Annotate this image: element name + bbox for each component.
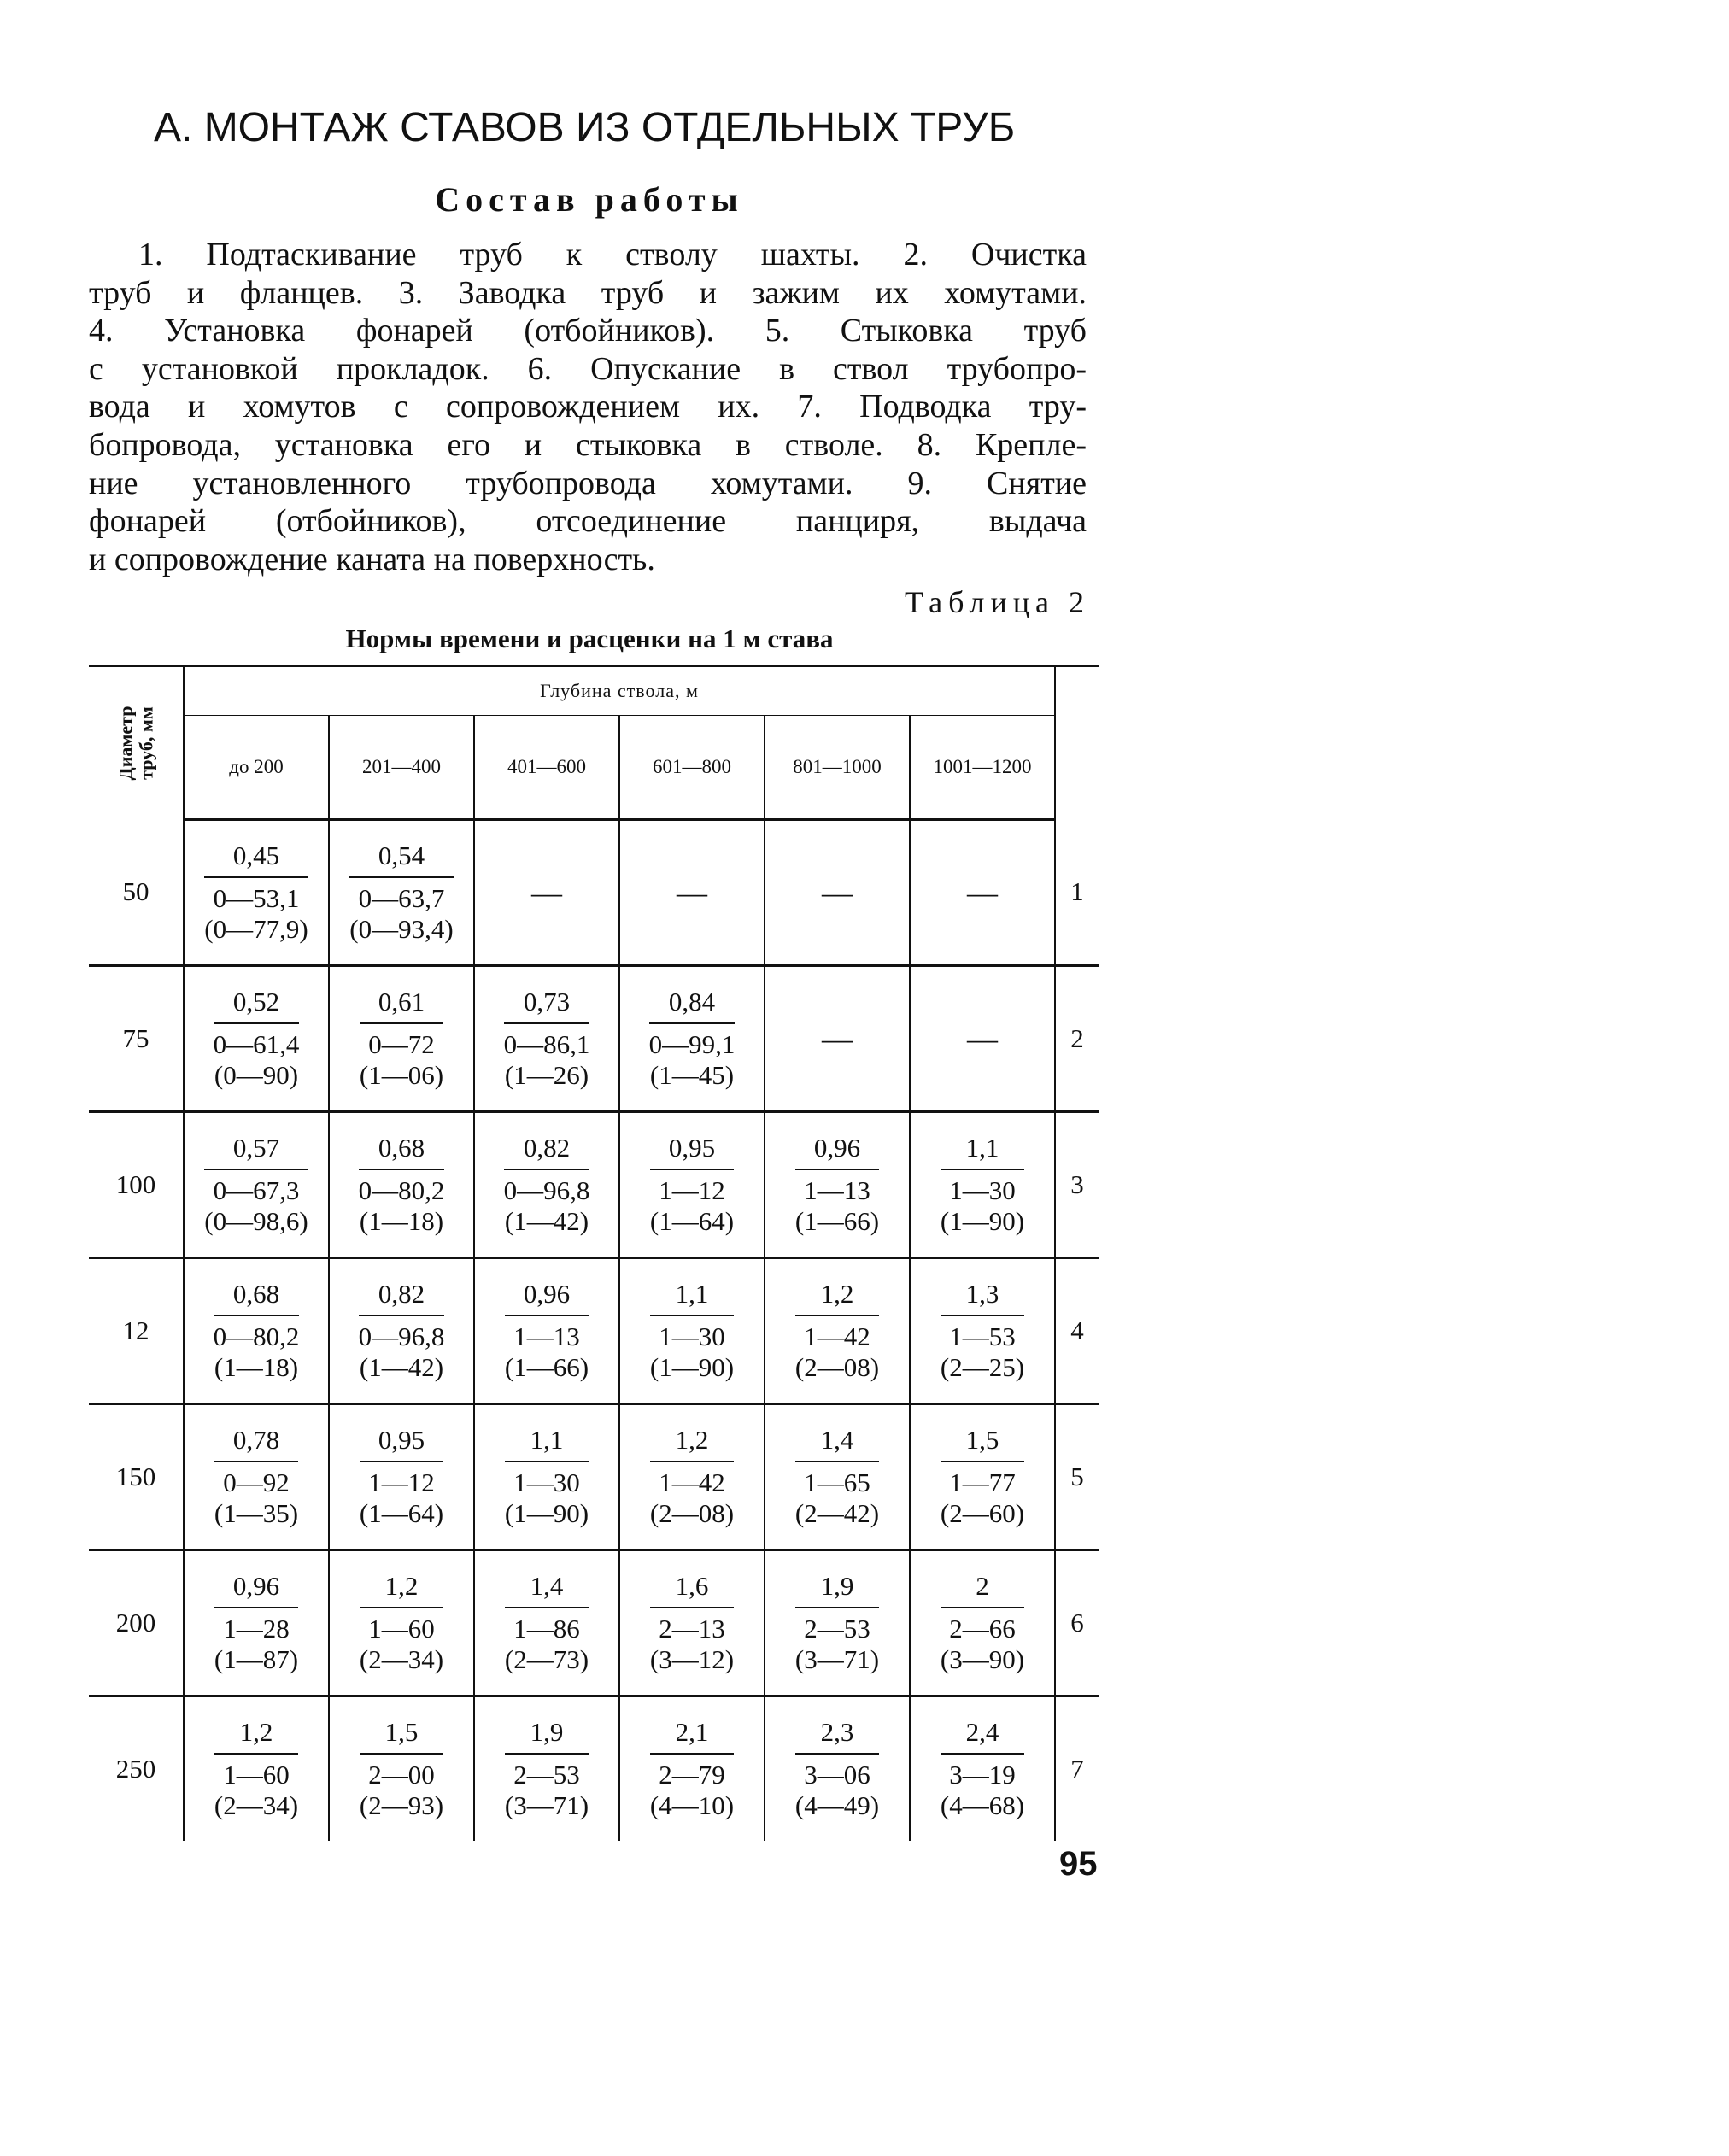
rate-price-alt: (4—68) xyxy=(940,1790,1025,1820)
row-number: 4 xyxy=(1055,1258,1099,1404)
norm-fraction xyxy=(649,987,736,1091)
table-row xyxy=(89,1258,1099,1404)
row-number: 1 xyxy=(1055,820,1099,966)
norm-cell xyxy=(474,1696,619,1842)
empty-dash: — xyxy=(677,876,707,910)
norm-cell xyxy=(184,966,329,1112)
work-heading: Состав работы xyxy=(435,180,744,219)
rate-price: 0—80,2 xyxy=(358,1175,445,1205)
rate-price-alt: (1—64) xyxy=(649,1206,735,1236)
table-row xyxy=(89,1404,1099,1550)
norm-cell xyxy=(765,1112,910,1258)
rate-values xyxy=(360,1024,443,1091)
norm-cell xyxy=(619,1404,765,1550)
time-norm: 1,1 xyxy=(505,1425,589,1462)
rate-values xyxy=(941,1755,1024,1821)
norm-cell xyxy=(184,1112,329,1258)
rate-values xyxy=(505,1462,589,1529)
norm-fraction xyxy=(505,1425,589,1529)
rate-values xyxy=(214,1755,298,1821)
table-label: Таблица 2 xyxy=(905,585,1090,619)
norm-fraction xyxy=(359,1279,445,1383)
depth-column-header: 201—400 xyxy=(329,716,474,820)
rate-values xyxy=(941,1316,1024,1383)
description-line: с установкой прокладок. 6. Опускание в ствол трубопро- xyxy=(89,350,1087,387)
time-norm: 0,78 xyxy=(214,1425,298,1462)
rate-price: 0—86,1 xyxy=(503,1029,590,1059)
norm-fraction xyxy=(214,1425,298,1529)
rate-values xyxy=(795,1170,879,1237)
depth-column-header: 601—800 xyxy=(619,716,765,820)
time-norm: 2,3 xyxy=(795,1717,879,1755)
rate-price: 1—42 xyxy=(659,1468,725,1497)
row-number: 5 xyxy=(1055,1404,1099,1550)
time-norm: 0,95 xyxy=(360,1425,443,1462)
description-line: вода и хомутов с сопровождением их. 7. Подводка тру- xyxy=(89,389,1087,425)
norm-fraction xyxy=(941,1425,1024,1529)
rate-price: 2—79 xyxy=(659,1760,725,1790)
norm-cell xyxy=(910,966,1055,1112)
diameter-cell: 50 xyxy=(89,820,184,966)
norm-fraction xyxy=(204,1133,308,1237)
rate-price: 2—53 xyxy=(513,1760,580,1790)
rate-price-alt: (0—98,6) xyxy=(204,1206,308,1236)
rate-price: 3—19 xyxy=(949,1760,1016,1790)
time-norm: 1,2 xyxy=(795,1279,879,1316)
rate-price: 0—72 xyxy=(368,1029,435,1059)
norm-cell xyxy=(910,1550,1055,1696)
rate-price-alt: (4—49) xyxy=(794,1790,880,1820)
norm-cell xyxy=(765,1696,910,1842)
norm-cell xyxy=(329,1404,474,1550)
norm-cell xyxy=(184,1258,329,1404)
norm-fraction xyxy=(360,1571,443,1675)
norm-cell xyxy=(619,966,765,1112)
rate-price: 1—12 xyxy=(368,1468,435,1497)
rate-values xyxy=(795,1608,879,1675)
rate-values xyxy=(504,1170,590,1237)
rate-price-alt: (1—42) xyxy=(504,1206,589,1236)
rate-price-alt: (1—64) xyxy=(359,1498,444,1528)
rate-price-alt: (4—10) xyxy=(649,1790,735,1820)
rate-price: 1—65 xyxy=(804,1468,870,1497)
rate-values xyxy=(360,1462,443,1529)
rate-values xyxy=(650,1462,734,1529)
rate-values xyxy=(795,1316,879,1383)
norm-fraction xyxy=(505,1717,589,1821)
rate-price: 2—00 xyxy=(368,1760,435,1790)
diameter-cell: 75 xyxy=(89,966,184,1112)
rate-values xyxy=(214,1024,300,1091)
norm-cell xyxy=(184,1696,329,1842)
rate-price: 1—30 xyxy=(659,1321,725,1351)
time-norm: 1,1 xyxy=(650,1279,734,1316)
rate-price: 2—53 xyxy=(804,1614,870,1643)
norm-fraction xyxy=(941,1571,1024,1675)
norm-cell xyxy=(910,1696,1055,1842)
norms-table xyxy=(89,665,1099,1841)
rate-price: 1—28 xyxy=(223,1614,290,1643)
empty-dash: — xyxy=(967,1022,998,1056)
time-norm: 0,57 xyxy=(204,1133,308,1170)
rate-price-alt: (1—90) xyxy=(504,1498,589,1528)
row-number: 7 xyxy=(1055,1696,1099,1842)
rate-values xyxy=(504,1024,590,1091)
time-norm: 0,73 xyxy=(504,987,590,1024)
norm-cell xyxy=(329,1112,474,1258)
rate-price-alt: (2—60) xyxy=(940,1498,1025,1528)
rate-price: 2—13 xyxy=(659,1614,725,1643)
description-line: и сопровождение каната на поверхность. xyxy=(89,541,655,577)
table-row xyxy=(89,1112,1099,1258)
row-number: 6 xyxy=(1055,1550,1099,1696)
time-norm: 0,96 xyxy=(214,1571,298,1608)
rate-price-alt: (0—90) xyxy=(214,1060,299,1090)
rate-price-alt: (0—93,4) xyxy=(349,914,454,944)
rate-values xyxy=(204,878,308,945)
depth-column-header: до 200 xyxy=(184,716,329,820)
rate-price-alt: (0—77,9) xyxy=(204,914,308,944)
table-row xyxy=(89,1696,1099,1842)
diameter-cell: 150 xyxy=(89,1404,184,1550)
rate-values xyxy=(941,1170,1024,1237)
norm-fraction xyxy=(795,1279,879,1383)
rate-price: 0—63,7 xyxy=(358,883,445,913)
norm-fraction xyxy=(650,1717,734,1821)
norm-fraction xyxy=(795,1425,879,1529)
rate-values xyxy=(359,1316,445,1383)
norm-cell xyxy=(910,1112,1055,1258)
norm-cell xyxy=(329,1696,474,1842)
rate-price-alt: (1—18) xyxy=(214,1352,299,1382)
diameter-cell: 250 xyxy=(89,1696,184,1842)
rate-price: 0—96,8 xyxy=(503,1175,590,1205)
rate-price-alt: (2—73) xyxy=(504,1644,589,1674)
norm-cell xyxy=(329,966,474,1112)
rate-price: 1—42 xyxy=(804,1321,870,1351)
norm-fraction xyxy=(214,1717,298,1821)
rate-price: 0—92 xyxy=(223,1468,290,1497)
norm-cell xyxy=(474,1112,619,1258)
time-norm: 0,96 xyxy=(505,1279,589,1316)
description-line: труб и фланцев. 3. Заводка труб и зажим их хомутами. xyxy=(89,274,1087,311)
norm-fraction xyxy=(359,1133,445,1237)
description-line: ние установленного трубопровода хомутами. 9. Снятие xyxy=(89,465,1087,501)
rate-values xyxy=(941,1462,1024,1529)
time-norm: 1,4 xyxy=(795,1425,879,1462)
time-norm: 1,5 xyxy=(360,1717,443,1755)
norm-cell xyxy=(765,1550,910,1696)
table-caption: Нормы времени и расценки на 1 м става xyxy=(345,624,834,653)
section-title: А. МОНТАЖ СТАВОВ ИЗ ОТДЕЛЬНЫХ ТРУБ xyxy=(154,105,1016,150)
diameter-header-line: Диаметр xyxy=(114,706,136,781)
norm-cell xyxy=(619,1550,765,1696)
time-norm: 0,82 xyxy=(504,1133,590,1170)
norm-fraction xyxy=(795,1133,879,1237)
rate-price: 0—96,8 xyxy=(358,1321,445,1351)
norm-cell xyxy=(765,1404,910,1550)
table-row xyxy=(89,820,1099,966)
time-norm: 0,84 xyxy=(649,987,736,1024)
norm-fraction xyxy=(214,987,300,1091)
norm-fraction xyxy=(650,1279,734,1383)
page-number: 95 xyxy=(1059,1845,1098,1883)
norm-cell xyxy=(619,820,765,966)
norm-cell xyxy=(765,820,910,966)
norm-cell xyxy=(619,1696,765,1842)
time-norm: 1,5 xyxy=(941,1425,1024,1462)
rate-values xyxy=(505,1608,589,1675)
diameter-header xyxy=(89,666,184,820)
rate-price: 1—60 xyxy=(223,1760,290,1790)
empty-dash: — xyxy=(822,1022,853,1056)
time-norm: 1,2 xyxy=(650,1425,734,1462)
description-line: 1. Подтаскивание труб к стволу шахты. 2. Очистка xyxy=(138,237,1087,272)
rate-price-alt: (1—42) xyxy=(359,1352,444,1382)
norm-cell xyxy=(474,1258,619,1404)
rate-values xyxy=(650,1755,734,1821)
norm-fraction xyxy=(214,1279,300,1383)
empty-dash: — xyxy=(531,876,562,910)
norm-fraction xyxy=(360,1425,443,1529)
time-norm: 1,9 xyxy=(505,1717,589,1755)
rate-values xyxy=(359,1170,445,1237)
rate-price-alt: (2—93) xyxy=(359,1790,444,1820)
time-norm: 2,1 xyxy=(650,1717,734,1755)
rate-values xyxy=(204,1170,308,1237)
rate-price: 1—13 xyxy=(513,1321,580,1351)
time-norm: 0,96 xyxy=(795,1133,879,1170)
rate-values xyxy=(650,1316,734,1383)
rate-values xyxy=(360,1608,443,1675)
norm-fraction xyxy=(650,1133,734,1237)
norm-cell xyxy=(619,1258,765,1404)
depth-header: Глубина ствола, м xyxy=(184,666,1055,716)
norm-fraction xyxy=(650,1425,734,1529)
diameter-cell: 12 xyxy=(89,1258,184,1404)
norm-fraction xyxy=(360,987,443,1091)
rate-values xyxy=(795,1755,879,1821)
time-norm: 1,3 xyxy=(941,1279,1024,1316)
time-norm: 1,2 xyxy=(360,1571,443,1608)
time-norm: 0,95 xyxy=(650,1133,734,1170)
rate-values xyxy=(360,1755,443,1821)
description-line: 4. Установка фонарей (отбойников). 5. Стыковка труб xyxy=(89,313,1087,349)
work-description xyxy=(89,236,1087,578)
rate-values xyxy=(649,1024,736,1091)
rate-price-alt: (1—35) xyxy=(214,1498,299,1528)
norm-fraction xyxy=(504,1133,590,1237)
rate-price-alt: (1—26) xyxy=(504,1060,589,1090)
empty-dash: — xyxy=(822,876,853,910)
rate-price: 0—61,4 xyxy=(213,1029,300,1059)
rate-price-alt: (2—34) xyxy=(214,1790,299,1820)
norm-cell xyxy=(910,1258,1055,1404)
norm-fraction xyxy=(204,841,308,945)
time-norm: 0,68 xyxy=(214,1279,300,1316)
norm-cell xyxy=(474,966,619,1112)
rate-price-alt: (1—90) xyxy=(940,1206,1025,1236)
rate-price-alt: (3—12) xyxy=(649,1644,735,1674)
rate-price: 0—53,1 xyxy=(213,883,300,913)
time-norm: 0,82 xyxy=(359,1279,445,1316)
rate-price-alt: (1—45) xyxy=(649,1060,735,1090)
time-norm: 1,2 xyxy=(214,1717,298,1755)
norm-cell xyxy=(184,1404,329,1550)
time-norm: 0,54 xyxy=(349,841,453,878)
rate-values xyxy=(505,1316,589,1383)
time-norm: 2,4 xyxy=(941,1717,1024,1755)
norm-fraction xyxy=(214,1571,298,1675)
norm-fraction xyxy=(349,841,453,945)
time-norm: 1,9 xyxy=(795,1571,879,1608)
rate-price-alt: (3—71) xyxy=(794,1644,880,1674)
rate-values xyxy=(505,1755,589,1821)
rate-price: 1—13 xyxy=(804,1175,870,1205)
rate-price-alt: (2—25) xyxy=(940,1352,1025,1382)
rate-price: 0—99,1 xyxy=(648,1029,736,1059)
rate-price-alt: (2—08) xyxy=(649,1498,735,1528)
norm-fraction xyxy=(795,1717,879,1821)
norm-cell xyxy=(765,1258,910,1404)
norm-cell xyxy=(910,820,1055,966)
norm-cell xyxy=(329,1550,474,1696)
rate-price: 0—67,3 xyxy=(213,1175,300,1205)
norm-cell xyxy=(474,1550,619,1696)
table-row xyxy=(89,1550,1099,1696)
rate-price: 1—86 xyxy=(513,1614,580,1643)
time-norm: 1,1 xyxy=(941,1133,1024,1170)
norm-fraction xyxy=(941,1133,1024,1237)
rate-values xyxy=(941,1608,1024,1675)
rate-values xyxy=(349,878,453,945)
rate-price: 0—80,2 xyxy=(213,1321,300,1351)
row-number: 2 xyxy=(1055,966,1099,1112)
description-line: бопровода, установка его и стыковка в стволе. 8. Крепле- xyxy=(89,426,1087,463)
row-number-header xyxy=(1055,666,1099,820)
rate-price-alt: (1—66) xyxy=(794,1206,880,1236)
table-row xyxy=(89,966,1099,1112)
description-line: фонарей (отбойников), отсоединение панциря, выдача xyxy=(89,503,1087,540)
norm-cell xyxy=(765,966,910,1112)
depth-column-header: 1001—1200 xyxy=(910,716,1055,820)
rate-price-alt: (1—66) xyxy=(504,1352,589,1382)
rate-price-alt: (1—06) xyxy=(359,1060,444,1090)
norm-cell xyxy=(329,820,474,966)
norm-cell xyxy=(184,820,329,966)
rate-values xyxy=(214,1462,298,1529)
rate-values xyxy=(795,1462,879,1529)
norm-cell xyxy=(619,1112,765,1258)
norm-fraction xyxy=(504,987,590,1091)
rate-price: 1—30 xyxy=(949,1175,1016,1205)
norm-fraction xyxy=(941,1717,1024,1821)
norm-cell xyxy=(910,1404,1055,1550)
rate-price: 1—60 xyxy=(368,1614,435,1643)
rate-price-alt: (1—87) xyxy=(214,1644,299,1674)
norm-fraction xyxy=(795,1571,879,1675)
rate-price-alt: (1—18) xyxy=(359,1206,444,1236)
time-norm: 0,61 xyxy=(360,987,443,1024)
depth-column-header: 801—1000 xyxy=(765,716,910,820)
diameter-cell: 200 xyxy=(89,1550,184,1696)
time-norm: 1,6 xyxy=(650,1571,734,1608)
time-norm: 0,52 xyxy=(214,987,300,1024)
table-body xyxy=(89,820,1099,1842)
rate-price-alt: (3—90) xyxy=(940,1644,1025,1674)
rate-values xyxy=(650,1608,734,1675)
norm-cell xyxy=(474,1404,619,1550)
norm-fraction xyxy=(505,1571,589,1675)
rate-values xyxy=(214,1608,298,1675)
rate-price: 3—06 xyxy=(804,1760,870,1790)
time-norm: 0,68 xyxy=(359,1133,445,1170)
rate-price-alt: (2—42) xyxy=(794,1498,880,1528)
norm-cell xyxy=(329,1258,474,1404)
rate-price: 1—30 xyxy=(513,1468,580,1497)
empty-dash: — xyxy=(967,876,998,910)
diameter-cell: 100 xyxy=(89,1112,184,1258)
diameter-header-line: труб, мм xyxy=(135,706,156,781)
depth-column-header: 401—600 xyxy=(474,716,619,820)
row-number: 3 xyxy=(1055,1112,1099,1258)
norm-fraction xyxy=(941,1279,1024,1383)
rate-price-alt: (2—34) xyxy=(359,1644,444,1674)
norm-fraction xyxy=(360,1717,443,1821)
time-norm: 1,4 xyxy=(505,1571,589,1608)
rate-price: 2—66 xyxy=(949,1614,1016,1643)
time-norm: 0,45 xyxy=(204,841,308,878)
norm-fraction xyxy=(505,1279,589,1383)
rate-price-alt: (3—71) xyxy=(504,1790,589,1820)
norm-fraction xyxy=(650,1571,734,1675)
rate-price: 1—77 xyxy=(949,1468,1016,1497)
rate-price: 1—12 xyxy=(659,1175,725,1205)
rate-price: 1—53 xyxy=(949,1321,1016,1351)
norm-cell xyxy=(474,820,619,966)
rate-price-alt: (1—90) xyxy=(649,1352,735,1382)
time-norm: 2 xyxy=(941,1571,1024,1608)
rate-values xyxy=(650,1170,734,1237)
norm-cell xyxy=(184,1550,329,1696)
rate-values xyxy=(214,1316,300,1383)
rate-price-alt: (2—08) xyxy=(794,1352,880,1382)
